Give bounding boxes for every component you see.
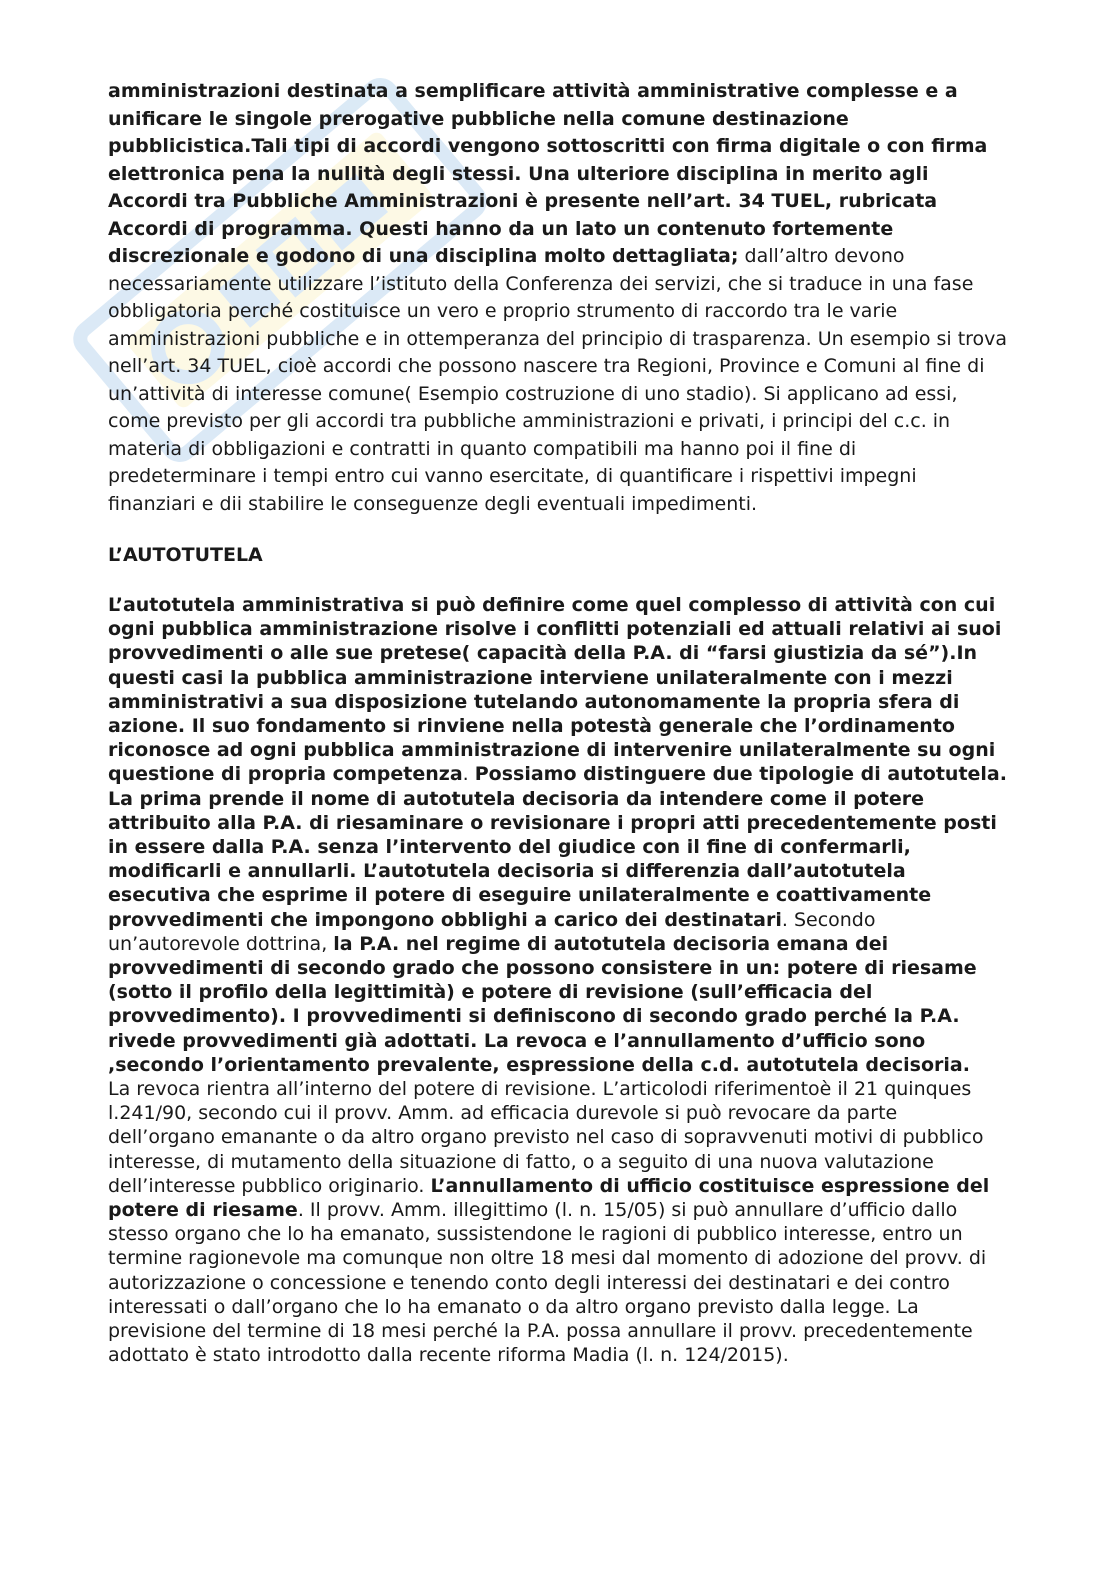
document-page <box>108 78 1008 1368</box>
paragraph-revoca-normal-a: La revoca rientra all’interno del potere di revisione. L’articolodi riferimentoè il 21 quinques l.241/90, secondo cui il provv. Amm. ad efficacia durevole si può revocare da parte dell’organo emanante o da altro organo previsto nel caso di sopravvenuti motivi di pubblico interesse, di mutamento della situazione di fatto, o a seguito di una nuova valutazione dell’interesse pubblico originario. <box>108 1078 984 1197</box>
paragraph-normal-a: . Secondo un’autorevole dottrina, <box>108 908 876 955</box>
paragraph-bold-a: L’autotutela amministrativa si può definire come quel complesso di attività con cui ogni pubblica amministrazione risolve i conflitti potenziali ed attuali relativi ai suoi provvedimenti o alle sue pretese( capacità della P.A. di “farsi giustizia da sé”).In questi casi la pubblica amministrazione interviene unilateralmente con i mezzi amministrativi a sua disposizione tutelando autonomamente la propria sfera di azione. Il suo fondamento si rinviene nella potestà generale che l’ordinamento riconosce ad ogni pubblica amministrazione di intervenire unilateralmente su ogni questione di propria competenza <box>108 594 1002 786</box>
paragraph-annullamento-normal: . Il provv. Amm. illegittimo (l. n. 15/05) si può annullare d’ufficio dallo stesso organo che lo ha emanato, sussistendone le ragioni di pubblico interesse, entro un termine ragionevole ma comunque non oltre 18 mesi dal momento di adozione del provv. di autorizzazione o concessione e tenendo conto degli interessi dei destinatari e dei contro interessati o dall’organo che lo ha emanato o da altro organo previsto dalla legge. La previsione del termine di 18 mesi perché la P.A. possa annullare il provv. precedentemente adottato è stato introdotto dalla recente riforma Madia (l. n. 124/2015). <box>108 1199 987 1367</box>
paragraph-revoca-annullamento <box>108 1077 1008 1367</box>
paragraph-accordi-bold: amministrazioni destinata a semplificare attività amministrative complesse e a unificare le singole prerogative pubbliche nella comune destinazione pubblicistica.Tali tipi di accordi vengono sottoscritti con firma digitale o con firma elettronica pena la nullità degli stessi. Una ulteriore disciplina in merito agli Accordi tra Pubbliche Amministrazioni è presente nell’art. 34 TUEL, rubricata Accordi di programma. Questi hanno da un lato un contenuto fortemente discrezionale e godono di una disciplina molto dettagliata; <box>108 80 988 267</box>
paragraph-accordi-normal: dall’altro devono necessariamente utilizzare l’istituto della Conferenza dei servizi, che si traduce in una fase obbligatoria perché costituisce un vero e proprio strumento di raccordo tra le varie amministrazioni pubbliche e in ottemperanza del principio di trasparenza. Un esempio si trova nell’art. 34 TUEL, cioè accordi che possono nascere tra Regioni, Province e Comuni al fine di un’attività di interesse comune( Esempio costruzione di uno stadio). Si applicano ad essi, come previsto per gli accordi tra pubbliche amministrazioni e privati, i principi del c.c. in materia di obbligazioni e contratti in quanto compatibili ma hanno poi il fine di predeterminare i tempi entro cui vanno esercitate, di quantificare i rispettivi impegni finanziari e dii stabilire le conseguenze degli eventuali impedimenti. <box>108 245 1008 515</box>
paragraph-dot: . <box>462 763 475 786</box>
paragraph-annullamento-bold: L’annullamento di ufficio costituisce espressione del potere di riesame <box>108 1174 990 1222</box>
paragraph-autotutela-definition <box>108 593 1008 1077</box>
paragraph-accordi <box>108 78 1008 518</box>
paragraph-bold-b: Possiamo distinguere due tipologie di autotutela. La prima prende il nome di autotutela decisoria da intendere come il potere attribuito alla P.A. di riesaminare o revisionare i propri atti precedentemente posti in essere dalla P.A. senza l’intervento del giudice con il fine di confermarli, modificarli e annullarli. L’autotutela decisoria si differenzia dall’autotutela esecutiva che esprime il potere di eseguire unilateralmente e coattivamente provvedimenti che impongono obblighi a carico dei destinatari <box>108 763 1007 931</box>
paragraph-bold-c: la P.A. nel regime di autotutela decisoria emana dei provvedimenti di secondo grado che possono consistere in un: potere di riesame (sotto il profilo della legittimità) e potere di revisione (sull’efficacia del provvedimento). I provvedimenti si definiscono di secondo grado perché la P.A. rivede provvedimenti già adottati. La revoca e l’annullamento d’ufficio sono ,secondo l’orientamento prevalente, espressione della c.d. autotutela decisoria. <box>108 932 977 1076</box>
section-heading-autotutela: L’AUTOTUTELA <box>108 544 263 566</box>
